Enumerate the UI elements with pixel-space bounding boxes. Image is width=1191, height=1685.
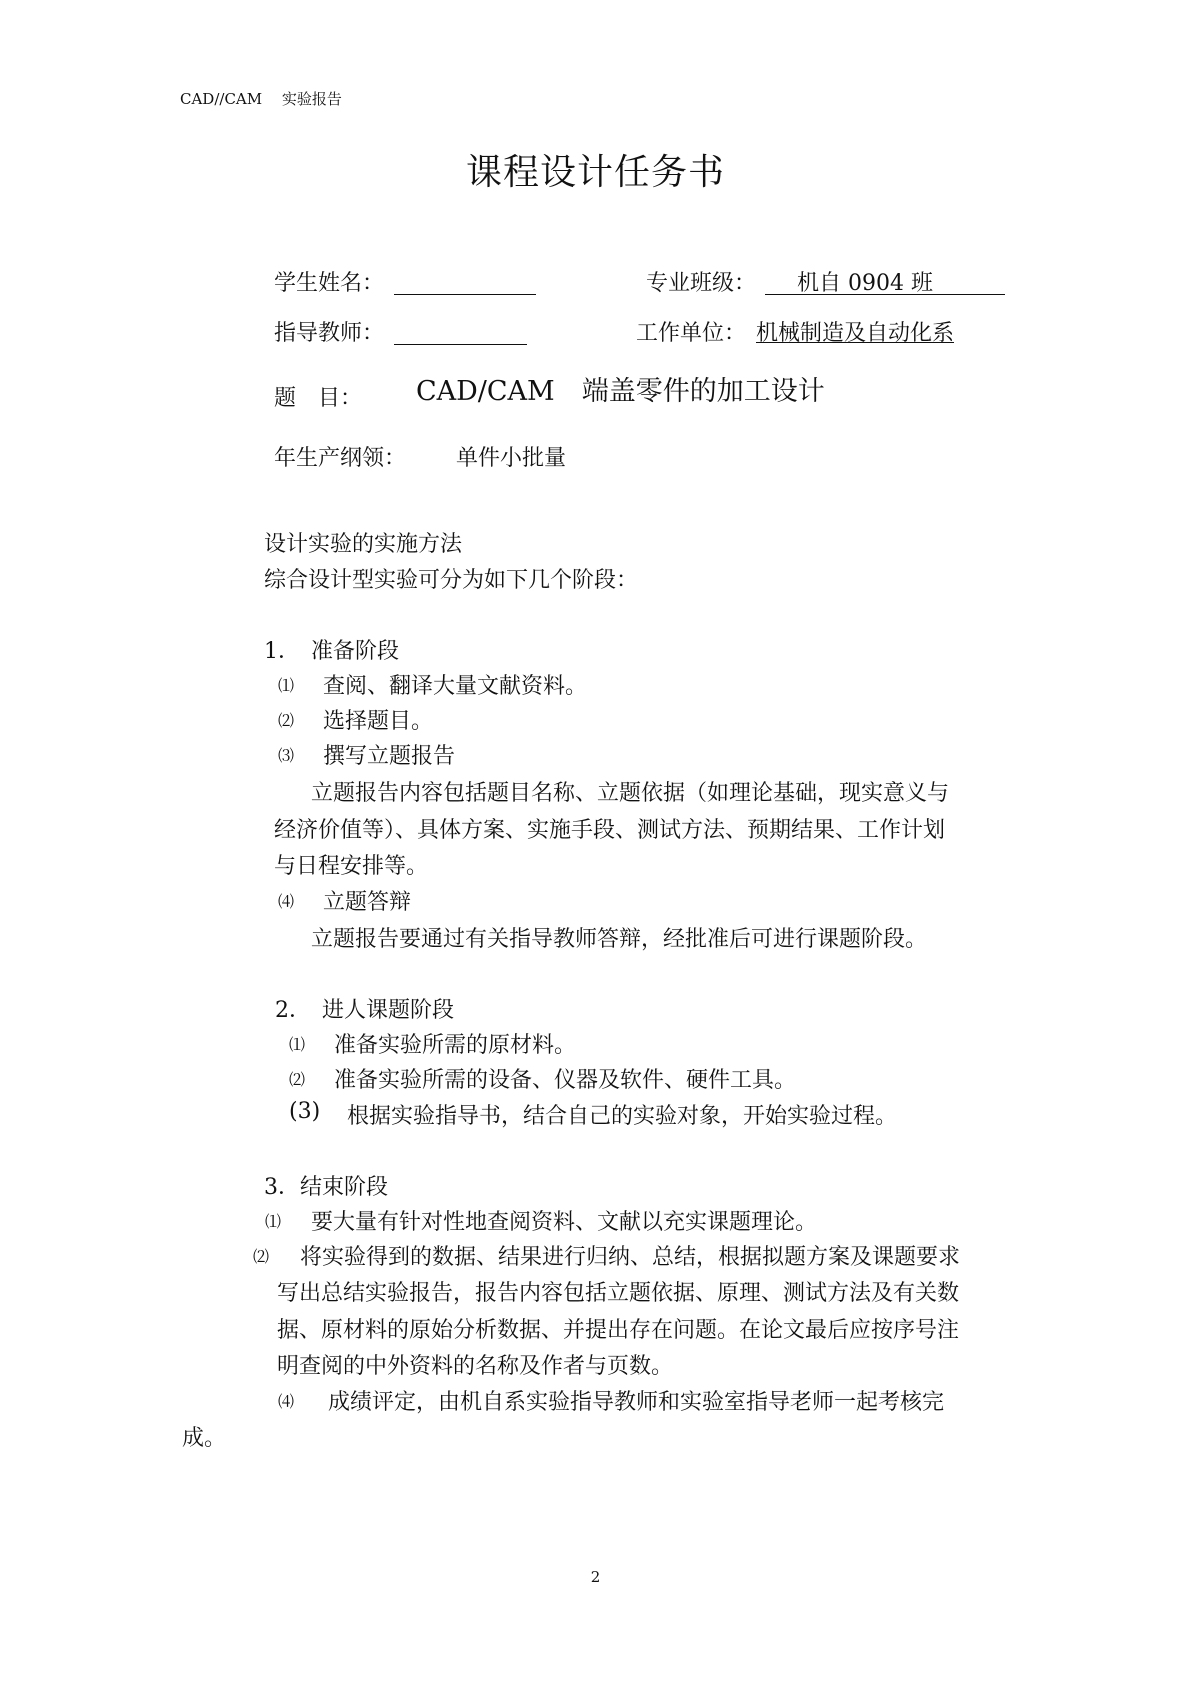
stage2-item3-text: 根据实验指导书，结合自己的实验对象，开始实验过程。 <box>347 1104 898 1129</box>
page-title: 课程设计任务书 <box>465 152 725 193</box>
student-name-blank <box>394 268 536 295</box>
stage3-item1-text: 要大量有针对性地查阅资料、文献以充实课题理论。 <box>311 1210 818 1235</box>
student-name-label: 学生姓名： <box>274 271 385 296</box>
stage1-item1-text: 查阅、翻译大量文献资料。 <box>323 674 588 699</box>
stage3-item4-text: 成绩评定，由机自系实验指导教师和实验室指导老师一起考核完 <box>328 1390 945 1415</box>
stage3-item2-line: 明查阅的中外资料的名称及作者与页数。 <box>277 1354 674 1379</box>
production-value: 单件小批量 <box>456 446 567 471</box>
teacher-blank <box>394 318 527 345</box>
stage1-paragraph-line: 立题报告内容包括题目名称、立题依据（如理论基础，现实意义与 <box>311 781 950 806</box>
class-value: 机自 0904 班 <box>797 271 933 296</box>
stage1-item4-number: ⑷ <box>278 892 295 911</box>
stage2-item1-text: 准备实验所需的原材料。 <box>334 1033 577 1058</box>
intro-subheading: 综合设计型实验可分为如下几个阶段： <box>264 568 639 593</box>
stage1-paragraph-line: 与日程安排等。 <box>274 854 429 879</box>
stage3-heading: 3．结束阶段 <box>264 1175 388 1200</box>
running-header: CAD//CAM 实验报告 <box>180 90 342 108</box>
stage3-item1-number: ⑴ <box>265 1212 282 1231</box>
stage3-item2-line: 将实验得到的数据、结果进行归纳、总结，根据拟题方案及课题要求 <box>300 1245 961 1270</box>
class-label: 专业班级： <box>646 271 757 296</box>
page-number: 2 <box>590 1568 601 1586</box>
stage2-item1-number: ⑴ <box>289 1035 306 1054</box>
stage2-heading: 2． 进人课题阶段 <box>275 998 454 1023</box>
stage1-item1-number: ⑴ <box>278 676 295 695</box>
subject-value: CAD/CAM 端盖零件的加工设计 <box>416 376 825 407</box>
stage2-item3-number: (3) <box>289 1099 321 1124</box>
stage3-item2-number: ⑵ <box>253 1247 270 1266</box>
stage1-item2-number: ⑵ <box>278 711 295 730</box>
stage2-item2-text: 准备实验所需的设备、仪器及软件、硬件工具。 <box>334 1068 797 1093</box>
stage3-item4-continuation: 成。 <box>182 1426 227 1451</box>
stage3-item4-number: ⑷ <box>278 1392 295 1411</box>
stage2-item2-number: ⑵ <box>289 1070 306 1089</box>
stage1-item2-text: 选择题目。 <box>323 709 434 734</box>
stage3-item2-line: 写出总结实验报告，报告内容包括立题依据、原理、测试方法及有关数 <box>277 1281 960 1306</box>
stage1-item3-number: ⑶ <box>278 746 295 765</box>
teacher-label: 指导教师： <box>274 321 385 346</box>
intro-heading: 设计实验的实施方法 <box>264 532 463 557</box>
stage1-item3-text: 撰写立题报告 <box>323 744 456 769</box>
production-label: 年生产纲领： <box>274 446 407 471</box>
stage1-heading: 1． 准备阶段 <box>264 639 399 664</box>
unit-value: 机械制造及自动化系 <box>756 316 954 343</box>
stage3-item2-line: 据、原材料的原始分析数据、并提出存在问题。在论文最后应按序号注 <box>277 1318 960 1343</box>
unit-label: 工作单位： <box>636 321 747 346</box>
stage1-item4-text: 立题答辩 <box>323 890 412 915</box>
stage1-defense-paragraph: 立题报告要通过有关指导教师答辩，经批准后可进行课题阶段。 <box>311 927 928 952</box>
stage1-paragraph-line: 经济价值等）、具体方案、实施手段、测试方法、预期结果、工作计划 <box>274 818 946 843</box>
subject-label: 题 目： <box>274 386 363 411</box>
